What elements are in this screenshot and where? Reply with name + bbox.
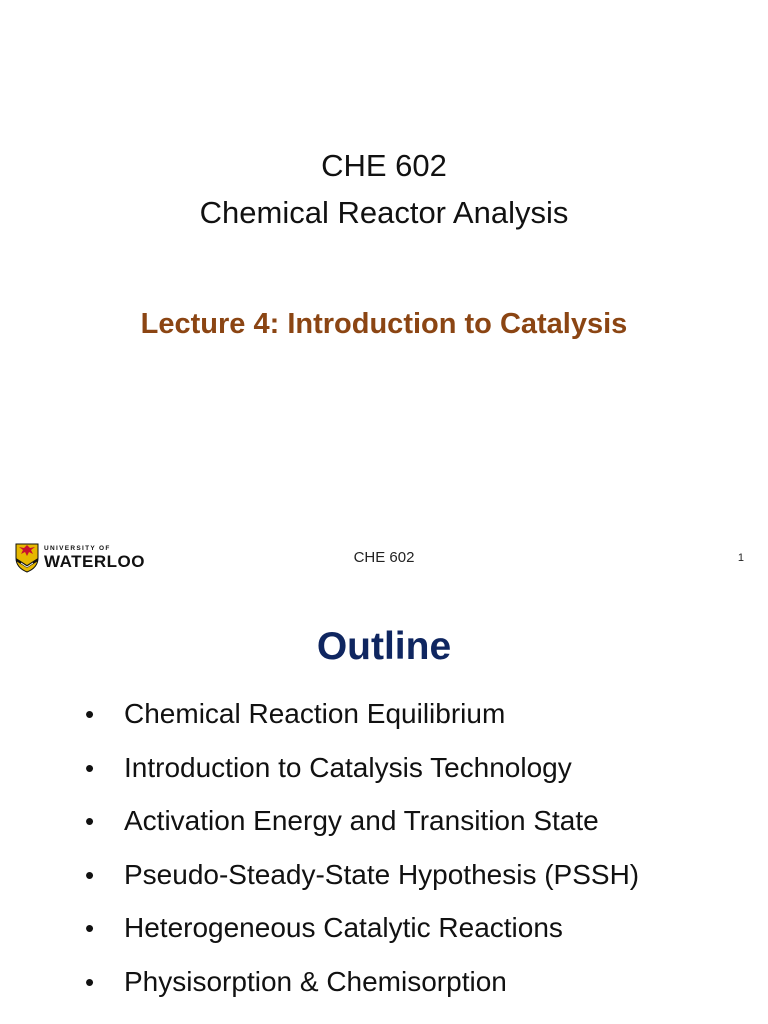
course-name: Chemical Reactor Analysis: [199, 195, 569, 230]
bullet-icon: •: [85, 806, 95, 836]
outline-item: [0, 906, 768, 960]
outline-item: [0, 799, 768, 853]
outline-item: [0, 746, 768, 800]
outline-list: [0, 692, 768, 1013]
logo-small-text: UNIVERSITY OF: [44, 544, 111, 552]
outline-item-text: Pseudo-Steady-State Hypothesis (PSSH): [124, 858, 640, 890]
outline-item: [0, 853, 768, 907]
logo-big-text: WATERLOO: [44, 552, 145, 572]
outline-item-text: Chemical Reaction Equilibrium: [124, 698, 506, 729]
lecture-title: Lecture 4: Introduction to Catalysis: [140, 308, 628, 340]
bullet-icon: •: [85, 859, 95, 890]
bullet-icon: •: [85, 752, 95, 783]
bullet-icon: •: [85, 966, 95, 997]
bullet-icon: •: [85, 913, 95, 943]
outline-item-text: Introduction to Catalysis Technology: [124, 751, 572, 783]
outline-slide: [0, 592, 768, 1024]
course-code: CHE 602: [321, 148, 447, 183]
bullet-icon: •: [85, 699, 95, 729]
outline-item: [0, 960, 768, 1014]
page-number: 1: [737, 552, 744, 564]
outline-item-text: Heterogeneous Catalytic Reactions: [124, 912, 563, 943]
outline-item-text: Physisorption & Chemisorption: [124, 965, 507, 997]
outline-item-text: Activation Energy and Transition State: [124, 805, 599, 836]
outline-item: [0, 692, 768, 746]
footer-course-code: CHE 602: [353, 549, 415, 566]
outline-title: Outline: [316, 625, 452, 668]
